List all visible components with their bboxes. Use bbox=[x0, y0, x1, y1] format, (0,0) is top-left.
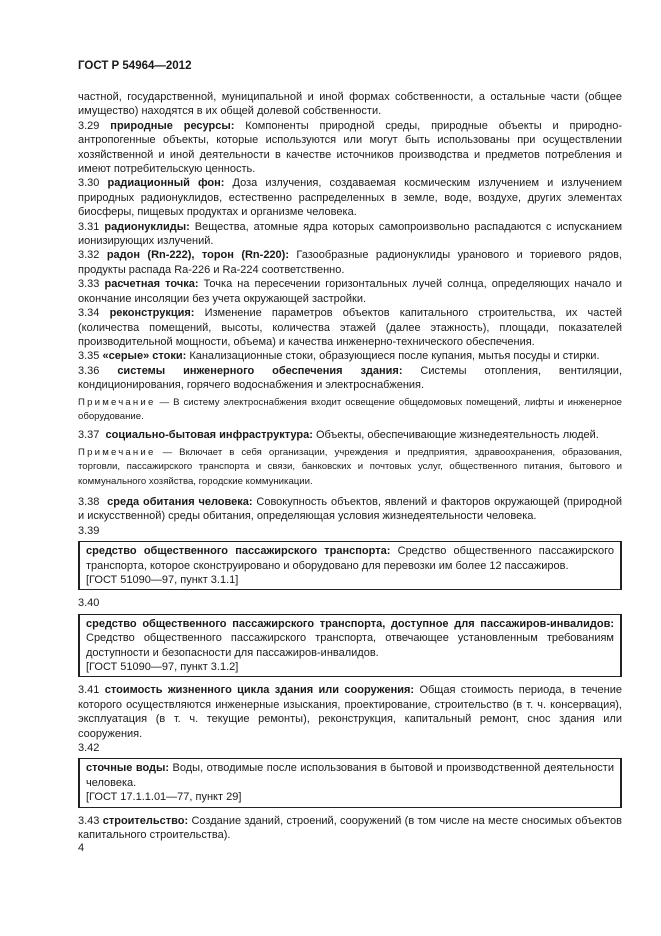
definition-3-36 bbox=[78, 364, 622, 393]
definition-number: 3.41 bbox=[78, 684, 100, 697]
definition-term: радионуклиды: bbox=[104, 220, 190, 233]
quoted-definition-box bbox=[78, 614, 622, 678]
definition-term: сточные воды: bbox=[86, 762, 170, 775]
definition-text: Средство общественного пассажирского транспорта, отвечающее установленным требованиям доступности и безопасности для пассажиров-инвалидов. bbox=[86, 632, 614, 659]
definition-term: среда обитания человека: bbox=[107, 495, 253, 508]
definition-number: 3.37 bbox=[78, 429, 100, 442]
definition-number: 3.34 bbox=[78, 307, 100, 320]
definition-term: средство общественного пассажирского транспорта: bbox=[86, 545, 391, 558]
definition-term: радон (Rn-222), торон (Rn-220): bbox=[106, 249, 289, 262]
definition-term: социально-бытовая инфраструктура: bbox=[105, 429, 313, 442]
note-label: Примечание bbox=[78, 446, 156, 458]
note-text: — В систему электроснабжения входит освещение общедомовых помещений, лифты и инженерное оборудование. bbox=[78, 396, 623, 422]
definition-text: Канализационные стоки, образующиеся после купания, мытья посуды и стирки. bbox=[189, 350, 600, 363]
definition-3-37 bbox=[78, 428, 622, 442]
definition-text: Системы отопления, вентиляции, кондиционирования, горячего водоснабжения и электроснабжения. bbox=[78, 364, 623, 392]
definition-text: Точка на пересечении горизонтальных лучей солнца, определяющих начало и окончание инсоляции без учета окружающей застройки. bbox=[78, 278, 623, 305]
quoted-definition-box bbox=[78, 758, 622, 807]
definition-number: 3.30 bbox=[78, 177, 100, 190]
definition-3-31 bbox=[78, 220, 622, 249]
definition-3-29 bbox=[78, 119, 622, 177]
definition-number: 3.31 bbox=[78, 220, 100, 233]
definition-term: расчетная точка: bbox=[104, 278, 199, 291]
note-paragraph bbox=[78, 396, 622, 425]
definition-text: Изменение параметров объектов капитального строительства, их частей (количества помещений, высоты, количества этажей (далее этажность), площади, показателей производительной мощности, объема) и качества инженерно-технического обеспечения. bbox=[78, 307, 623, 348]
definition-3-38 bbox=[78, 495, 622, 524]
definition-number: 3.36 bbox=[78, 364, 100, 377]
definition-term: реконструкция: bbox=[109, 307, 195, 320]
definition-text: Средство общественного пассажирского транспорта, которое сконструировано и оборудовано для перевозки им более 12 пассажиров. bbox=[86, 545, 615, 572]
definition-3-30 bbox=[78, 176, 622, 219]
definition-number: 3.35 bbox=[78, 350, 100, 363]
definition-number: 3.38 bbox=[78, 495, 100, 508]
page-number: 4 bbox=[78, 842, 85, 854]
document-header: ГОСТ Р 54964—2012 bbox=[78, 60, 192, 72]
definition-text: Общая стоимость периода, в течение которого осуществляются инженерные изыскания, проектирование, строительство (в т. ч. консервация), эксплуатация (в т. ч. текущие ремонты), реконструкция, капитальный ремонт, снос здания или сооружения. bbox=[78, 684, 622, 740]
definition-term: строительство: bbox=[102, 814, 189, 827]
note-paragraph bbox=[78, 446, 622, 489]
definition-3-35 bbox=[78, 349, 622, 363]
definition-number: 3.40 bbox=[78, 597, 100, 610]
definition-source: [ГОСТ 51090—97, пункт 3.1.1] bbox=[86, 574, 239, 586]
definition-term: радиационный фон: bbox=[107, 177, 225, 190]
definition-3-32 bbox=[78, 248, 622, 277]
definition-term: системы инженерного обеспечения здания: bbox=[117, 364, 403, 377]
definition-text: Создание зданий, строений, сооружений (в том числе на месте сносимых объектов капитального строительства). bbox=[78, 814, 622, 842]
definition-text: Доза излучения, создаваемая космическим излучением и излучением природных радионуклидов, естественно распределенных в земле, воде, воздухе, других элементах биосферы, пищевых продуктах и организме человека. bbox=[78, 177, 623, 219]
definition-term: средство общественного пассажирского транспорта, доступное для пассажиров-инвалидов: bbox=[86, 617, 614, 630]
definition-number: 3.43 bbox=[78, 814, 100, 827]
quoted-definition-box bbox=[78, 541, 622, 590]
definition-number: 3.32 bbox=[78, 249, 100, 262]
definition-3-34 bbox=[78, 306, 622, 349]
definition-text: Газообразные радионуклиды уранового и ториевого рядов, продукты распада Ra-226 и Ra-224 соответственно. bbox=[78, 249, 622, 276]
definition-text: Компоненты природной среды, природные объекты и природно-антропогенные объекты, которые используются или могут быть использованы при осуществлении хозяйственной и иной деятельности в качестве источников производства и предметов потребления и имеют потребительскую ценность. bbox=[78, 119, 622, 176]
definition-3-41 bbox=[78, 683, 622, 741]
definition-term: «серые» стоки: bbox=[102, 350, 187, 363]
definition-text: Вещества, атомные ядра которых самопроизвольно распадаются с испусканием ионизирующих излучений. bbox=[78, 220, 623, 248]
definition-term: природные ресурсы: bbox=[110, 119, 235, 132]
note-text: — Включает в себя организации, учреждения и предприятия, здравоохранения, образования, торговли, пассажирского транспорта и связи, банковских и почтовых услуг, общественного питания, бытового и коммунального хозяйства, городские коммуникации. bbox=[78, 446, 622, 487]
definition-3-43 bbox=[78, 814, 622, 843]
definition-source: [ГОСТ 51090—97, пункт 3.1.2] bbox=[86, 661, 239, 674]
definition-3-33 bbox=[78, 277, 622, 306]
definitions-list bbox=[78, 119, 622, 393]
intro-paragraph: частной, государственной, муниципальной и иной формах собственности, а остальные части (общее имущество) находятся в их общей долевой собственности. bbox=[78, 91, 622, 118]
definition-text: Совокупность объектов, явлений и факторов окружающей (природной и искусственной) среды обитания, определяющая условия жизнедеятельности человека. bbox=[78, 495, 623, 523]
definition-text: Объекты, обеспечивающие жизнедеятельность людей. bbox=[315, 429, 599, 442]
definition-number: 3.29 bbox=[78, 119, 100, 132]
definition-text: Воды, отводимые после использования в бытовой и производственной деятельности человека. bbox=[86, 762, 614, 789]
definition-term: стоимость жизненного цикла здания или сооружения: bbox=[104, 684, 415, 697]
definition-number: 3.39 bbox=[78, 524, 100, 537]
definition-number: 3.33 bbox=[78, 278, 100, 291]
definition-number: 3.42 bbox=[78, 742, 100, 755]
definition-source: [ГОСТ 17.1.1.01—77, пункт 29] bbox=[86, 791, 242, 804]
document-body bbox=[78, 90, 622, 843]
note-label: Примечание bbox=[78, 396, 156, 408]
